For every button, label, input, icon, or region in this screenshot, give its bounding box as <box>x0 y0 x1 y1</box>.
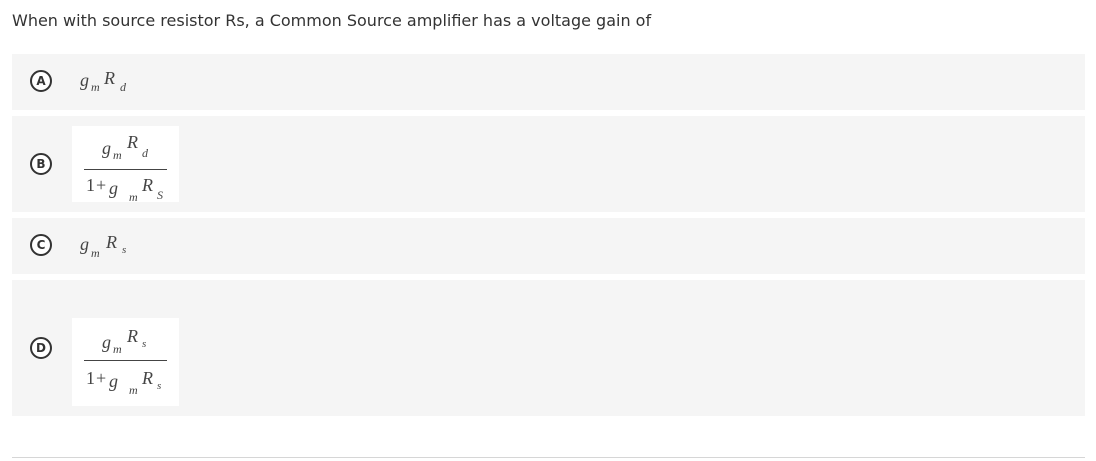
option-a-R: R <box>104 68 115 88</box>
option-d-num-m: m <box>113 342 122 356</box>
option-d-num-sub: s <box>142 338 147 350</box>
option-b-den-m: m <box>129 190 138 204</box>
option-d-letter-badge: D <box>30 337 52 359</box>
option-a-letter-badge: A <box>30 70 52 92</box>
option-b-den-R: R <box>142 175 153 195</box>
option-c[interactable] <box>12 218 1085 274</box>
option-a-sub: d <box>120 80 126 94</box>
option-b-num-g: g <box>102 138 111 158</box>
option-a-g: g <box>80 70 89 90</box>
option-b-den-g: g <box>109 178 118 198</box>
option-a-m: m <box>91 80 100 94</box>
option-d-den-sub: s <box>157 380 162 392</box>
option-c-g: g <box>80 234 89 254</box>
option-d-den-plus: + <box>96 368 107 388</box>
option-c-formula <box>80 230 150 266</box>
option-d[interactable] <box>12 280 1085 416</box>
option-b-formula <box>72 126 179 202</box>
bottom-divider <box>12 457 1085 458</box>
option-d-fraction-bar <box>84 360 167 361</box>
option-b-letter-badge: B <box>30 153 52 175</box>
option-a[interactable] <box>12 54 1085 110</box>
option-d-num-R: R <box>127 326 138 346</box>
option-b-num-sub: d <box>142 146 148 160</box>
option-b[interactable] <box>12 116 1085 212</box>
option-b-den-one: 1 <box>86 175 95 195</box>
option-c-sub: s <box>122 244 127 256</box>
question-text: When with source resistor Rs, a Common Source amplifier has a voltage gain of <box>12 11 652 30</box>
option-c-R: R <box>106 232 117 252</box>
option-a-formula <box>80 66 150 102</box>
option-b-den-sub: S <box>157 188 163 202</box>
option-c-letter-badge: C <box>30 234 52 256</box>
option-b-fraction-bar <box>84 169 167 170</box>
option-d-den-m: m <box>129 383 138 397</box>
option-c-m: m <box>91 246 100 260</box>
option-b-num-m: m <box>113 148 122 162</box>
option-d-den-R: R <box>142 368 153 388</box>
option-d-den-one: 1 <box>86 368 95 388</box>
option-b-den-plus: + <box>96 175 107 195</box>
option-d-num-g: g <box>102 332 111 352</box>
option-d-den-g: g <box>109 371 118 391</box>
option-d-formula <box>72 318 179 406</box>
option-b-num-R: R <box>127 132 138 152</box>
